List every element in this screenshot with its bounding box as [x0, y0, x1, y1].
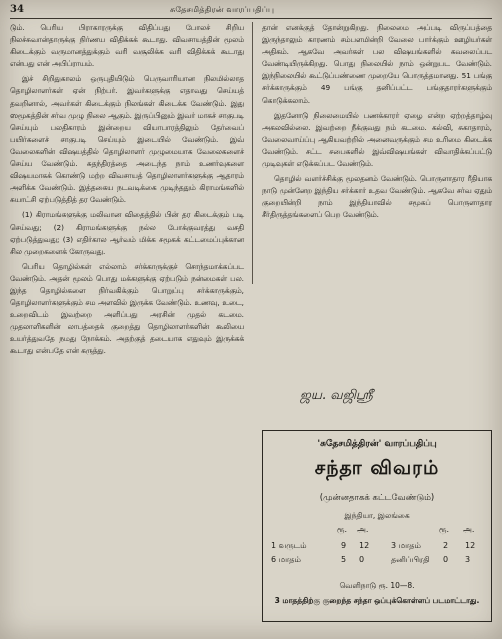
paragraph: இச் சிறிதுகாலம் ஒருபுதியிடும் பெருவாரியான நிலமில்லாத தொழிலாளர்கள் ஏன் நிற்பர். இவர்களுக்கு எதாவது செய்யத் தவறினால், அவர்கள் கிடைக்கும் நிலங்கள் கிடைக்க வேண்டும். இது ஸமூகத்தின் சர்வ முழு நிலை ஆகும். இருப்பினும் இவர் மாகச் சாகுபடி செய்யும் பலதிகாரம் இன்றைய வியாபாரத்திலும் தேர்வைப் பயிர்களைச் சாகுபடி செய்யும் இடையில் வேண்டும். இவ் வேலைகளின் விஷயத்தில் தொழிலாளர் முழுமையாக வேலைகளைச் செய்ய வேண்டும். சுதந்திரத்தை அடைந்த நாம் உணர்வுகளை விஷயமாகக் கொண்டு மற்ற விவசாயத் தொழிலாளர்களுக்கு ஆதாரம் அளிக்க வேண்டும். இத்தகைய நடவடிக்கை முடிந்ததும் கிராமங்களில் சுயாட்சி ஏற்படுத்தித் தர வேண்டும். — [10, 74, 244, 205]
paragraph: தொழில் வளர்ச்சிக்கு மூலதனம் வேண்டும். பொருளாதார ரீதியாக நாடு முன்னேற இந்திய சர்க்கார் உதவ வேண்டும். ஆகவே சர்வ ஏதும் குறையின்றி நாம் இந்தியாவில் சமூகப் பொருளாதார சீர்திருத்தங்களைப் பெற வேண்டும். — [262, 174, 492, 220]
signature-text: ஜய. வஜிஸ்ரீ — [300, 388, 373, 403]
left-column — [10, 22, 244, 361]
rate-label: 6 மாதம் — [271, 555, 301, 564]
currency-anna-left: அ. — [357, 525, 369, 534]
rate-rupees: 5 — [341, 555, 347, 564]
header-divider — [10, 18, 492, 19]
rate-annas: 12 — [359, 541, 370, 550]
currency-anna-right: அ. — [463, 525, 475, 534]
rate-label: தனிப்பிரதி — [391, 555, 430, 564]
subscription-box — [262, 430, 492, 622]
foreign-rate: வெளிநாடு ரூ. 10—8. — [339, 581, 415, 590]
paragraph: (1) கிராமங்களுக்கு மலிவான விதைத்தில் பின் தர கிடைக்கும் படி செய்வது; (2) கிராமங்களுக்கு நல்ல போக்குவரத்து வசதி ஏற்படுத்துவது; (3) எதிர்கால ஆர்வம் மிக்க சமூகக் கட்டமைப்புக்கான சில முறைகளைக் கோருவது. — [10, 210, 244, 256]
paragraph: டும். பெரிய பிராகாரருக்கு விதிப்பது போலச் சிறிய நிலச்சுவான்தாருக்கு நிர்ணய விதிக்கக் கூடாது. விவசாயத்தின் மூலம் கிடைக்கும் வருமானத்துக்கும் வரி வசூலிக்க வரி விதிக்கக் கூடாது என்பது என் அபிப்ராயம். — [10, 23, 244, 69]
right-column — [262, 22, 492, 225]
currency-rupee-left: ரூ. — [337, 525, 348, 534]
paragraph: தான் எனக்குத் தோன்றுகிறது. நிலைமை அப்படி விருப்பத்தை இருந்தாலும் காரணம் சம்பளமின்றி வேலை பார்க்கும் ஊழியர்கள் அதிகம். ஆகவே அவர்கள் பல விஷயங்களில் கவலைப்பட வேண்டியிருக்கிறது. பொது நிலையில் நாம் ஒன்றுபட வேண்டும். இந்நிலையில் கூட்டுப்பண்ணை முறையே பொருத்தமானது. 51 பங்கு சர்க்காருக்கும் 49 பங்கு தனிப்பட்ட பங்குதாரர்களுக்கும் கொடுக்கலாம். — [262, 23, 492, 105]
rate-rupees: 2 — [443, 541, 449, 550]
column-divider — [252, 22, 253, 284]
paragraph: இதனோடு நிலைமையில் பணக்காரர் ஏழை என்ற ஏற்றத்தாழ்வு அகலவில்லை. இவற்றை நீக்குவது நம் கடமை. கல்வி, சுகாதாரம், வேலைவாய்ப்பு ஆகியவற்றில் அனைவருக்கும் சம உரிமை கிடைக்க வேண்டும். சட்ட சபைகளில் இவ்விஷயங்கள் விவாதிக்கப்பட்டு முடிவுகள் எடுக்கப்பட வேண்டும். — [262, 110, 492, 169]
subscription-subtitle: (முன்னதாகக் கட்டவேண்டும்) — [319, 493, 435, 503]
rate-annas: 12 — [465, 541, 476, 550]
rate-rupees: 0 — [443, 555, 449, 564]
subscription-banner: 'சுதேசமித்திரன்' வாரப்பதிப்பு — [317, 439, 437, 449]
running-title: சுதேசமித்திரன் வாரப்பதிப்பு — [170, 5, 275, 14]
page-number: 34 — [10, 4, 24, 15]
subscription-title: சந்தா விவரம் — [314, 457, 440, 479]
subscription-region: இந்தியா, இலங்கை — [344, 511, 410, 520]
rate-row — [271, 555, 487, 567]
author-signature — [300, 384, 460, 412]
rate-row — [271, 541, 487, 553]
subscription-note: 3 மாதத்திற்கு குறைந்த சந்தா ஒப்புக்கொள்ளப் படமாட்டாது. — [274, 596, 480, 605]
page-header — [10, 4, 490, 18]
rate-rupees: 9 — [341, 541, 347, 550]
currency-rupee-right: ரூ. — [439, 525, 450, 534]
rate-label: 1 வருடம் — [271, 541, 307, 550]
rate-annas: 3 — [465, 555, 471, 564]
paragraph: பெரிய தொழில்கள் எல்லாம் சர்க்காருக்குச் சொந்தமாக்கப்பட வேண்டும். அதன் மூலம் பொது மக்களுக்கு ஏற்படும் நன்மைகள் பல. இந்த தொழில்களை நிர்வகிக்கும் பொறுப்பு சர்க்காருக்கும், தொழிலாளர்களுக்கும் சம அளவில் இருக்க வேண்டும். உணவு, உடை, உறைவிடம் இவற்றை அளிப்பது அரசின் முதல் கடமை. முதலாளிகளின் லாபத்தைக் குறைத்து தொழிலாளர்களின் கூலியை உயர்த்துவதே நமது நோக்கம். அதற்குத் தடையாக எதுவும் இருக்கக் கூடாது என்பதே என் கருத்து. — [10, 261, 244, 356]
rate-label: 3 மாதம் — [391, 541, 421, 550]
rate-annas: 0 — [359, 555, 365, 564]
